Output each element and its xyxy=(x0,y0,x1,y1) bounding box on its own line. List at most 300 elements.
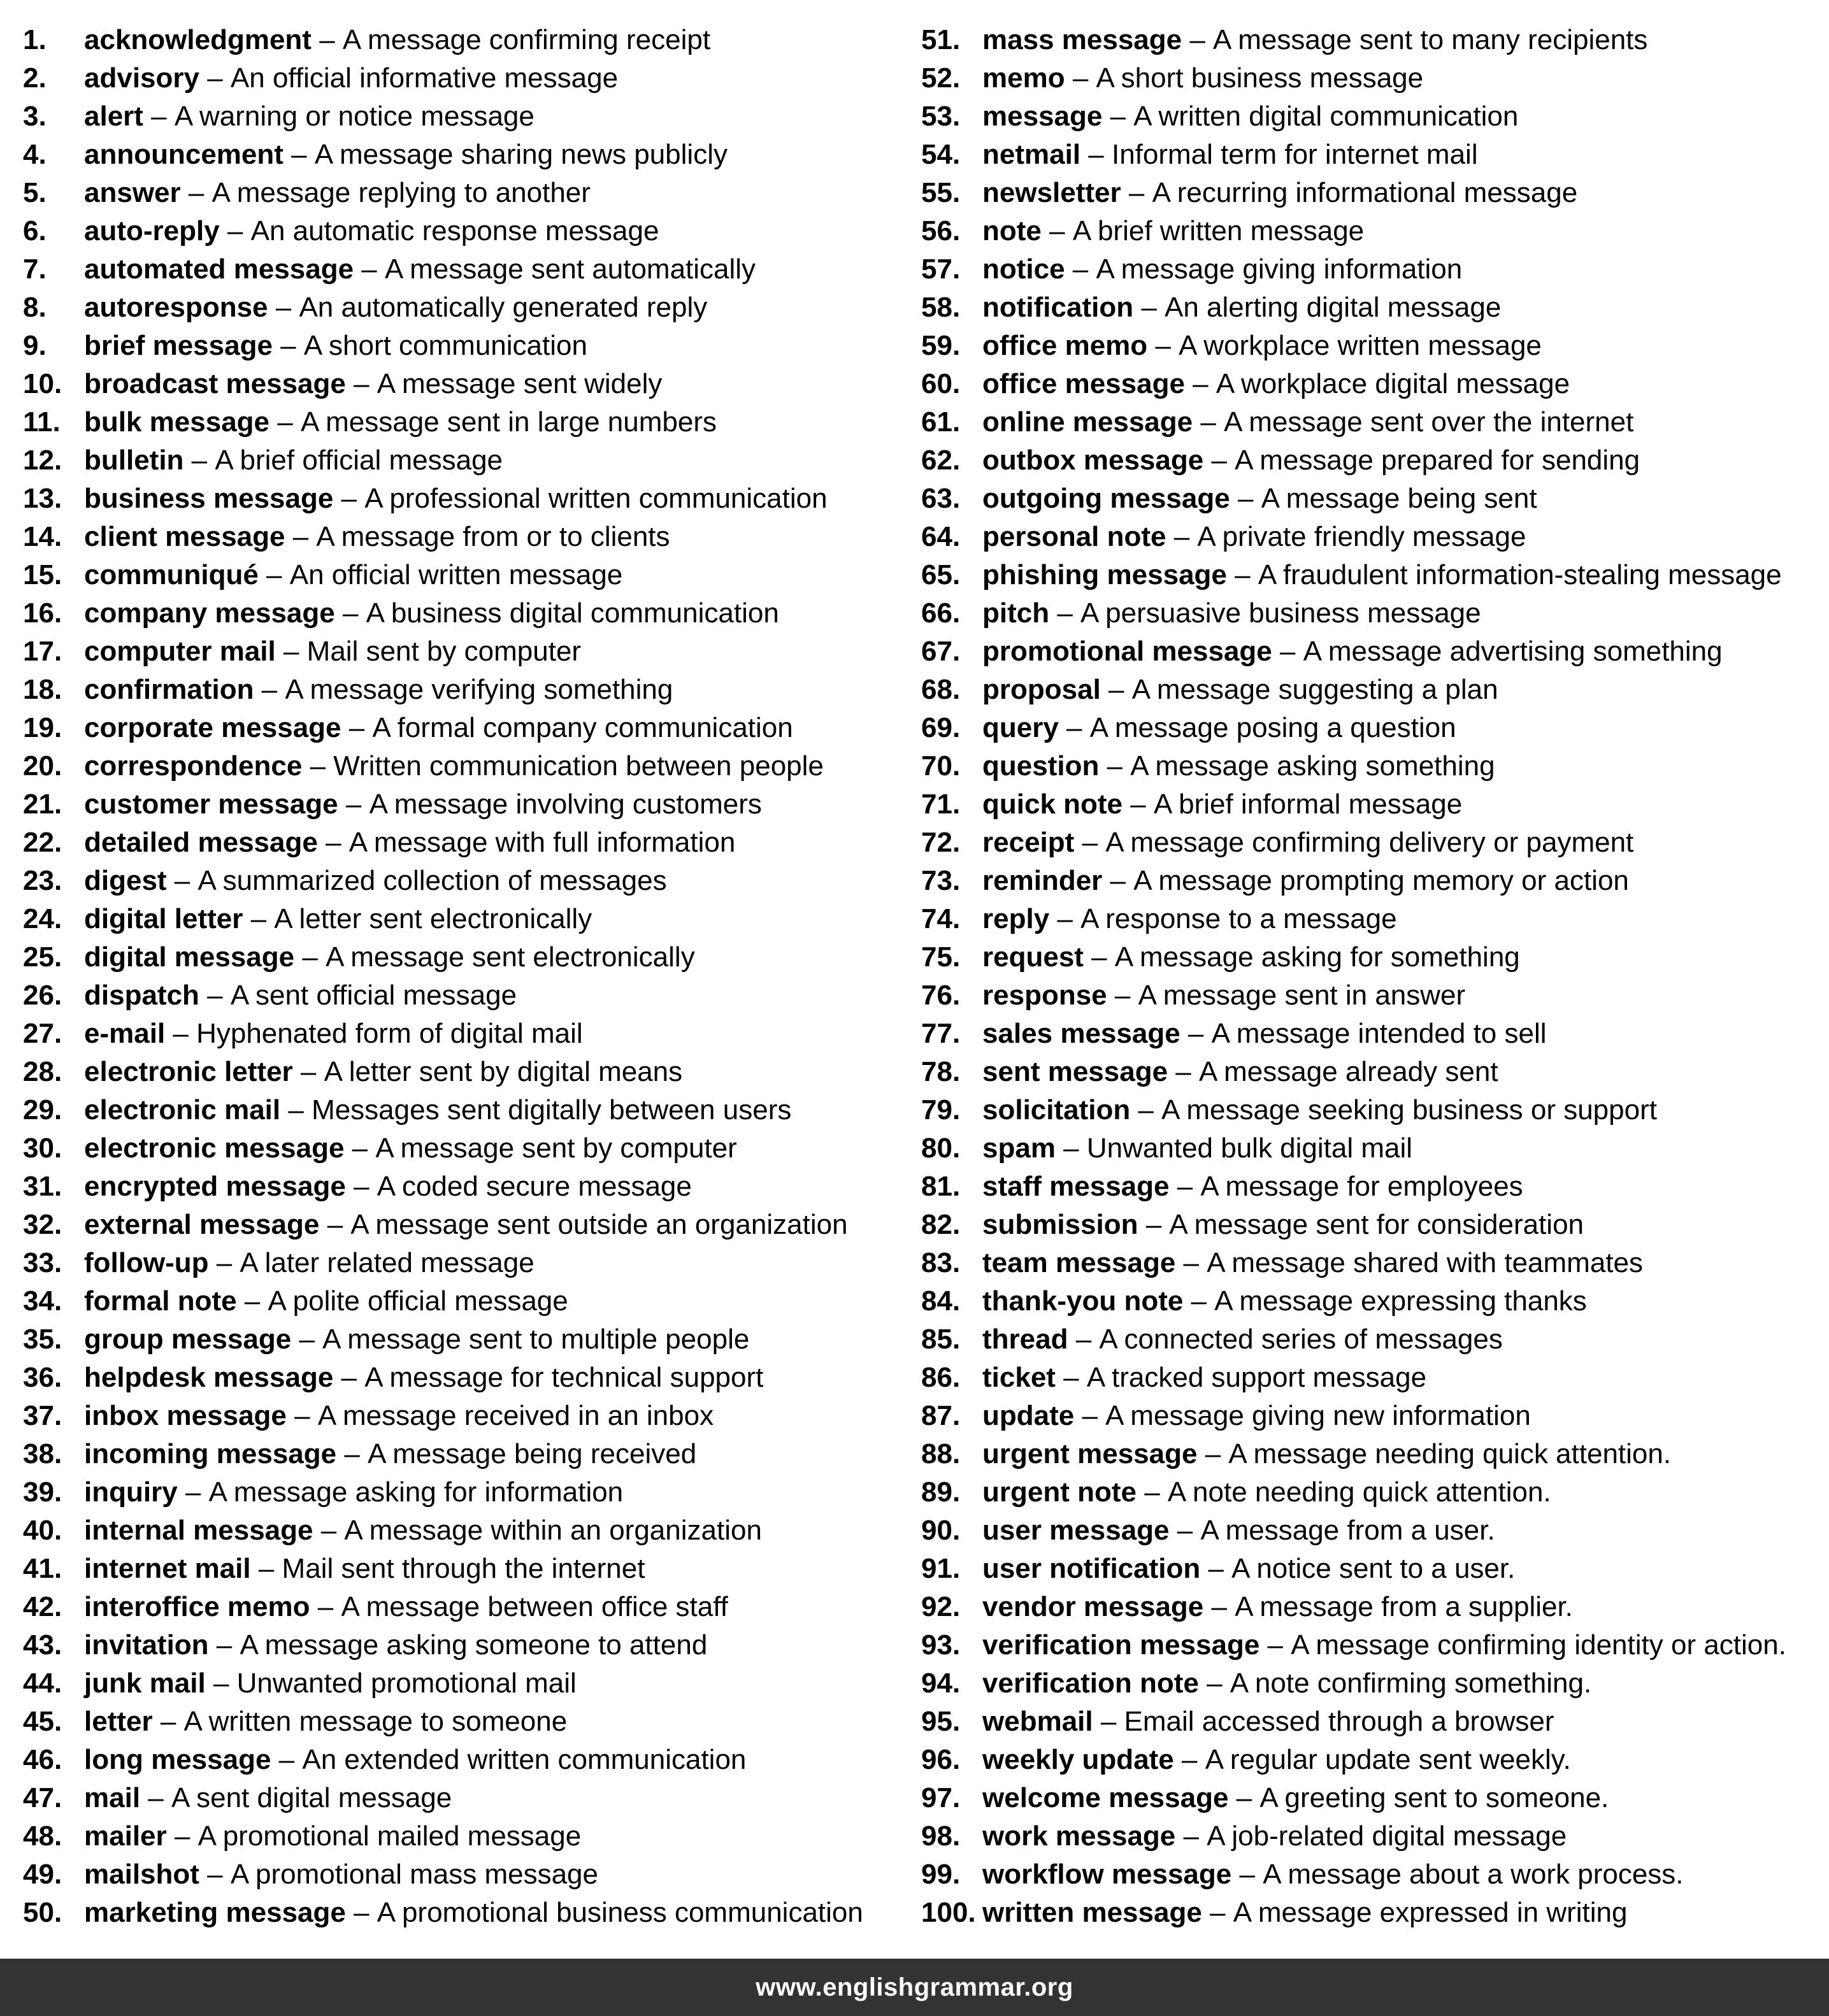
entry-term: junk mail xyxy=(84,1668,206,1699)
entry-text xyxy=(982,1435,1671,1473)
list-item xyxy=(921,441,1826,480)
entry-term: electronic mail xyxy=(84,1094,281,1126)
entry-text xyxy=(982,1588,1573,1626)
entry-term: note xyxy=(982,215,1042,247)
entry-term: mailer xyxy=(84,1820,167,1852)
list-item xyxy=(921,900,1826,938)
entry-definition: Written communication between people xyxy=(333,750,824,782)
entry-number: 84. xyxy=(921,1285,961,1317)
entry-definition: A warning or notice message xyxy=(174,101,534,132)
entry-number: 52. xyxy=(921,62,961,94)
entry-separator: – xyxy=(199,980,231,1011)
list-item xyxy=(921,1550,1826,1588)
entry-text xyxy=(982,136,1478,174)
entry-definition: A message confirming identity or action. xyxy=(1291,1629,1786,1661)
footer-bar xyxy=(0,1959,1829,2016)
entry-text xyxy=(982,976,1465,1015)
entry-separator: – xyxy=(1184,368,1216,399)
entry-term: quick note xyxy=(982,789,1123,820)
list-item xyxy=(921,1282,1826,1320)
entry-definition: A greeting sent to someone. xyxy=(1259,1782,1609,1813)
entry-separator: – xyxy=(208,1247,240,1278)
entry-text xyxy=(982,938,1520,976)
entry-number: 96. xyxy=(921,1744,961,1775)
entry-text xyxy=(982,862,1629,900)
entry-definition: A later related message xyxy=(240,1247,534,1278)
list-item xyxy=(23,671,902,709)
entry-number: 57. xyxy=(921,254,961,285)
list-item xyxy=(921,1168,1826,1206)
entry-text xyxy=(84,1320,749,1359)
list-item xyxy=(23,633,902,671)
entry-term: broadcast message xyxy=(84,368,346,399)
list-item xyxy=(23,365,902,403)
entry-term: client message xyxy=(84,521,285,552)
entry-definition: Email accessed through a browser xyxy=(1124,1706,1554,1737)
list-item xyxy=(23,1550,902,1588)
entry-term: corporate message xyxy=(84,712,341,743)
entry-term: notice xyxy=(982,254,1065,285)
footer-url[interactable]: www.englishgrammar.org xyxy=(756,1973,1073,2001)
entry-separator: – xyxy=(1197,1438,1229,1469)
entry-text xyxy=(84,976,517,1015)
entry-separator: – xyxy=(1175,1247,1207,1278)
entry-number: 88. xyxy=(921,1438,961,1469)
entry-number: 73. xyxy=(921,865,961,896)
list-item xyxy=(23,556,902,594)
list-item xyxy=(23,594,902,633)
entry-definition: A polite official message xyxy=(268,1285,568,1317)
entry-text xyxy=(84,671,673,709)
list-item xyxy=(921,250,1826,289)
entry-definition: A message prepared for sending xyxy=(1235,445,1640,476)
entry-term: interoffice memo xyxy=(84,1591,310,1622)
entry-definition: A message sent to many recipients xyxy=(1213,24,1648,55)
entry-definition: A message intended to sell xyxy=(1211,1018,1547,1049)
entry-number: 63. xyxy=(921,483,961,514)
entry-definition: A message sent widely xyxy=(377,368,663,399)
entry-term: digital letter xyxy=(84,903,243,934)
entry-definition: A message from a user. xyxy=(1200,1515,1495,1546)
entry-number: 5. xyxy=(23,177,47,208)
entry-separator: – xyxy=(1180,1018,1212,1049)
entry-term: online message xyxy=(982,406,1193,438)
entry-number: 71. xyxy=(921,789,961,820)
entry-definition: A regular update sent weekly. xyxy=(1205,1744,1571,1775)
entry-number: 23. xyxy=(23,865,62,896)
entry-separator: – xyxy=(1065,254,1096,285)
entry-number: 32. xyxy=(23,1209,62,1240)
entry-term: acknowledgment xyxy=(84,24,312,55)
entry-definition: A message asking for something xyxy=(1114,941,1520,973)
entry-separator: – xyxy=(1074,1400,1106,1431)
entry-text xyxy=(982,212,1364,250)
entry-separator: – xyxy=(1058,712,1090,743)
entry-number: 17. xyxy=(23,636,62,667)
entry-definition: A message sent in large numbers xyxy=(300,406,717,438)
entry-separator: – xyxy=(1230,483,1261,514)
entry-term: message xyxy=(982,101,1103,132)
entry-number: 86. xyxy=(921,1362,961,1393)
entry-text xyxy=(982,594,1481,633)
entry-term: reminder xyxy=(982,865,1103,896)
entry-number: 65. xyxy=(921,559,961,590)
entry-term: invitation xyxy=(84,1629,209,1661)
entry-definition: A message advertising something xyxy=(1303,636,1723,667)
list-item xyxy=(23,785,902,824)
entry-definition: A formal company communication xyxy=(372,712,793,743)
entry-definition: A tracked support message xyxy=(1086,1362,1427,1393)
list-item xyxy=(23,21,902,59)
list-item xyxy=(921,1473,1826,1512)
list-item xyxy=(23,1359,902,1397)
entry-definition: A message sent outside an organization xyxy=(350,1209,848,1240)
entry-number: 53. xyxy=(921,101,961,132)
entry-definition: A private friendly message xyxy=(1197,521,1526,552)
entry-text xyxy=(84,97,534,136)
list-item xyxy=(921,212,1826,250)
entry-separator: – xyxy=(310,1591,341,1622)
entry-separator: – xyxy=(166,865,198,896)
entry-text xyxy=(982,1244,1643,1282)
entry-separator: – xyxy=(1123,789,1154,820)
list-item xyxy=(23,976,902,1015)
entry-definition: A message shared with teammates xyxy=(1207,1247,1643,1278)
entry-text xyxy=(84,938,695,976)
entry-text xyxy=(982,1168,1523,1206)
entry-text xyxy=(982,633,1723,671)
entry-separator: – xyxy=(345,1897,377,1928)
entry-definition: An official informative message xyxy=(230,62,619,94)
entry-separator: – xyxy=(208,1629,240,1661)
list-item xyxy=(23,938,902,976)
entry-separator: – xyxy=(268,292,299,323)
entry-separator: – xyxy=(269,406,301,438)
entry-term: promotional message xyxy=(982,636,1272,667)
list-item xyxy=(921,1664,1826,1703)
entry-separator: – xyxy=(1198,1668,1230,1699)
entry-definition: An official written message xyxy=(289,559,623,590)
entry-definition: A message giving information xyxy=(1096,254,1463,285)
entry-text xyxy=(84,1855,598,1894)
list-item xyxy=(921,1015,1826,1053)
entry-separator: – xyxy=(180,177,212,208)
entry-number: 16. xyxy=(23,597,62,629)
entry-definition: A recurring informational message xyxy=(1152,177,1578,208)
entry-text xyxy=(84,1512,762,1550)
entry-number: 36. xyxy=(23,1362,62,1393)
entry-text xyxy=(84,633,581,671)
entry-term: written message xyxy=(982,1897,1202,1928)
entry-term: reply xyxy=(982,903,1050,934)
entry-number: 54. xyxy=(921,139,961,170)
entry-number: 68. xyxy=(921,674,961,705)
entry-term: company message xyxy=(84,597,335,629)
list-item xyxy=(921,1129,1826,1168)
entry-term: verification note xyxy=(982,1668,1199,1699)
entry-number: 98. xyxy=(921,1820,961,1852)
list-item xyxy=(23,403,902,441)
list-item xyxy=(921,556,1826,594)
list-item xyxy=(23,709,902,747)
entry-number: 26. xyxy=(23,980,62,1011)
entry-text xyxy=(84,250,756,289)
entry-text xyxy=(84,556,622,594)
entry-text xyxy=(84,480,828,518)
list-item xyxy=(921,1817,1826,1855)
list-item xyxy=(921,136,1826,174)
entry-text xyxy=(84,1741,746,1779)
entry-separator: – xyxy=(140,1782,171,1813)
entry-definition: A message posing a question xyxy=(1089,712,1456,743)
entry-separator: – xyxy=(143,101,175,132)
entry-term: memo xyxy=(982,62,1065,94)
entry-term: proposal xyxy=(982,674,1101,705)
entry-text xyxy=(982,403,1633,441)
entry-text xyxy=(84,1244,534,1282)
entry-definition: A brief informal message xyxy=(1153,789,1463,820)
list-item xyxy=(23,824,902,862)
entry-separator: – xyxy=(275,636,307,667)
entry-separator: – xyxy=(1175,1820,1207,1852)
entry-text xyxy=(982,1855,1684,1894)
entry-number: 30. xyxy=(23,1133,62,1164)
entry-separator: – xyxy=(1049,597,1081,629)
entry-number: 50. xyxy=(23,1897,62,1928)
entry-text xyxy=(982,1817,1567,1855)
entry-separator: – xyxy=(199,62,231,94)
entry-term: mail xyxy=(84,1782,141,1813)
list-item xyxy=(23,1397,902,1435)
entry-separator: – xyxy=(1083,941,1115,973)
entry-separator: – xyxy=(254,674,285,705)
list-item xyxy=(23,1626,902,1664)
entry-term: group message xyxy=(84,1324,292,1355)
entry-term: customer message xyxy=(84,789,338,820)
list-item xyxy=(23,136,902,174)
entry-text xyxy=(982,480,1537,518)
entry-term: mass message xyxy=(982,24,1182,55)
entry-term: receipt xyxy=(982,827,1075,858)
entry-separator: – xyxy=(1231,1859,1263,1890)
entry-definition: A message for technical support xyxy=(364,1362,764,1393)
entry-separator: – xyxy=(1099,750,1131,782)
entry-number: 80. xyxy=(921,1133,961,1164)
entry-number: 21. xyxy=(23,789,62,820)
entry-separator: – xyxy=(219,215,251,247)
entry-definition: A promotional business communication xyxy=(377,1897,863,1928)
entry-number: 93. xyxy=(921,1629,961,1661)
list-item xyxy=(921,747,1826,785)
entry-number: 2. xyxy=(23,62,47,94)
entry-term: auto-reply xyxy=(84,215,220,247)
entry-definition: An automatically generated reply xyxy=(299,292,708,323)
entry-term: business message xyxy=(84,483,334,514)
entry-definition: A message verifying something xyxy=(285,674,673,705)
list-item xyxy=(23,1588,902,1626)
entry-number: 12. xyxy=(23,445,62,476)
entry-term: announcement xyxy=(84,139,283,170)
list-item xyxy=(921,289,1826,327)
list-item xyxy=(23,1282,902,1320)
entry-term: outbox message xyxy=(982,445,1204,476)
entry-number: 61. xyxy=(921,406,961,438)
entry-number: 64. xyxy=(921,521,961,552)
entry-number: 19. xyxy=(23,712,62,743)
entry-term: answer xyxy=(84,177,181,208)
entry-text xyxy=(982,250,1462,289)
entry-definition: An automatic response message xyxy=(250,215,659,247)
entry-text xyxy=(84,365,662,403)
entry-term: update xyxy=(982,1400,1075,1431)
entry-term: follow-up xyxy=(84,1247,209,1278)
entry-number: 82. xyxy=(921,1209,961,1240)
entry-definition: A message being sent xyxy=(1261,483,1537,514)
entry-separator: – xyxy=(1074,827,1106,858)
entry-number: 38. xyxy=(23,1438,62,1469)
entry-number: 40. xyxy=(23,1515,62,1546)
list-item xyxy=(23,59,902,97)
entry-separator: – xyxy=(1065,62,1096,94)
entry-definition: A message from a supplier. xyxy=(1235,1591,1573,1622)
entry-separator: – xyxy=(344,1133,376,1164)
entry-separator: – xyxy=(236,1285,268,1317)
entry-separator: – xyxy=(1121,177,1152,208)
entry-number: 25. xyxy=(23,941,62,973)
entry-term: correspondence xyxy=(84,750,303,782)
entry-term: thank-you note xyxy=(982,1285,1184,1317)
entry-number: 46. xyxy=(23,1744,62,1775)
entry-number: 45. xyxy=(23,1706,62,1737)
entry-number: 10. xyxy=(23,368,62,399)
entry-text xyxy=(84,594,779,633)
entry-term: response xyxy=(982,980,1107,1011)
entry-separator: – xyxy=(271,1744,303,1775)
entry-text xyxy=(84,136,728,174)
entry-separator: – xyxy=(1130,1094,1162,1126)
entry-definition: A message sent to multiple people xyxy=(322,1324,750,1355)
entry-separator: – xyxy=(1228,1782,1260,1813)
entry-separator: – xyxy=(165,1018,197,1049)
list-item xyxy=(921,403,1826,441)
entry-separator: – xyxy=(291,1324,323,1355)
entry-term: inquiry xyxy=(84,1476,178,1508)
entry-term: digest xyxy=(84,865,167,896)
entry-term: query xyxy=(982,712,1059,743)
list-item xyxy=(23,1206,902,1244)
entry-separator: – xyxy=(1169,1515,1201,1546)
entry-number: 51. xyxy=(921,24,961,55)
entry-definition: A response to a message xyxy=(1080,903,1397,934)
entry-term: alert xyxy=(84,101,143,132)
entry-separator: – xyxy=(1272,636,1303,667)
entry-text xyxy=(84,1282,568,1320)
entry-definition: A workplace digital message xyxy=(1216,368,1570,399)
entry-number: 66. xyxy=(921,597,961,629)
entry-number: 41. xyxy=(23,1553,62,1584)
entry-separator: – xyxy=(334,597,366,629)
entry-text xyxy=(84,518,670,556)
entry-definition: A coded secure message xyxy=(377,1171,692,1202)
entry-definition: A professional written communication xyxy=(364,483,828,514)
entry-term: newsletter xyxy=(982,177,1121,208)
entry-text xyxy=(982,556,1782,594)
list-item xyxy=(23,1779,902,1817)
list-item xyxy=(921,174,1826,212)
entry-text xyxy=(982,1320,1503,1359)
list-item xyxy=(23,1512,902,1550)
entry-separator: – xyxy=(1182,24,1214,55)
entry-term: internet mail xyxy=(84,1553,251,1584)
entry-term: thread xyxy=(982,1324,1068,1355)
list-item xyxy=(921,1703,1826,1741)
entry-term: ticket xyxy=(982,1362,1056,1393)
entry-definition: A message expressed in writing xyxy=(1233,1897,1628,1928)
entry-number: 70. xyxy=(921,750,961,782)
entry-text xyxy=(982,785,1462,824)
list-item xyxy=(23,518,902,556)
entry-number: 24. xyxy=(23,903,62,934)
entry-number: 29. xyxy=(23,1094,62,1126)
entry-text xyxy=(84,1703,567,1741)
list-item xyxy=(23,1703,902,1741)
entry-number: 47. xyxy=(23,1782,62,1813)
entry-separator: – xyxy=(292,1056,324,1087)
entry-term: communiqué xyxy=(84,559,259,590)
entry-text xyxy=(84,1817,581,1855)
entry-separator: – xyxy=(183,445,215,476)
entry-term: long message xyxy=(84,1744,271,1775)
entry-definition: A job-related digital message xyxy=(1207,1820,1567,1852)
entry-definition: A notice sent to a user. xyxy=(1231,1553,1516,1584)
entry-separator: – xyxy=(1203,445,1235,476)
entry-term: request xyxy=(982,941,1084,973)
entry-number: 8. xyxy=(23,292,47,323)
entry-term: digital message xyxy=(84,941,295,973)
entry-definition: A message sent over the internet xyxy=(1224,406,1634,438)
entry-text xyxy=(982,1779,1609,1817)
entry-term: team message xyxy=(982,1247,1176,1278)
entry-separator: – xyxy=(243,903,275,934)
entry-text xyxy=(84,1091,791,1129)
entry-separator: – xyxy=(199,1859,231,1890)
entry-text xyxy=(982,824,1633,862)
entry-definition: A message between office staff xyxy=(341,1591,728,1622)
entry-text xyxy=(84,1779,452,1817)
entry-number: 90. xyxy=(921,1515,961,1546)
entry-definition: A fraudulent information-stealing message xyxy=(1258,559,1782,590)
entry-term: urgent note xyxy=(982,1476,1137,1508)
entry-separator: – xyxy=(1166,521,1198,552)
entry-term: user message xyxy=(982,1515,1170,1546)
entry-text xyxy=(982,1741,1571,1779)
entry-separator: – xyxy=(1041,215,1073,247)
list-item xyxy=(23,900,902,938)
entry-definition: A short business message xyxy=(1096,62,1424,94)
entry-term: electronic letter xyxy=(84,1056,293,1087)
list-item xyxy=(23,289,902,327)
entry-definition: A message for employees xyxy=(1200,1171,1523,1202)
entry-separator: – xyxy=(1049,903,1081,934)
entry-term: computer mail xyxy=(84,636,276,667)
entry-text xyxy=(84,1435,696,1473)
entry-separator: – xyxy=(1193,406,1224,438)
entry-text xyxy=(84,900,592,938)
entry-number: 59. xyxy=(921,330,961,361)
entry-text xyxy=(982,747,1495,785)
entry-text xyxy=(982,441,1640,480)
entry-term: user notification xyxy=(982,1553,1201,1584)
